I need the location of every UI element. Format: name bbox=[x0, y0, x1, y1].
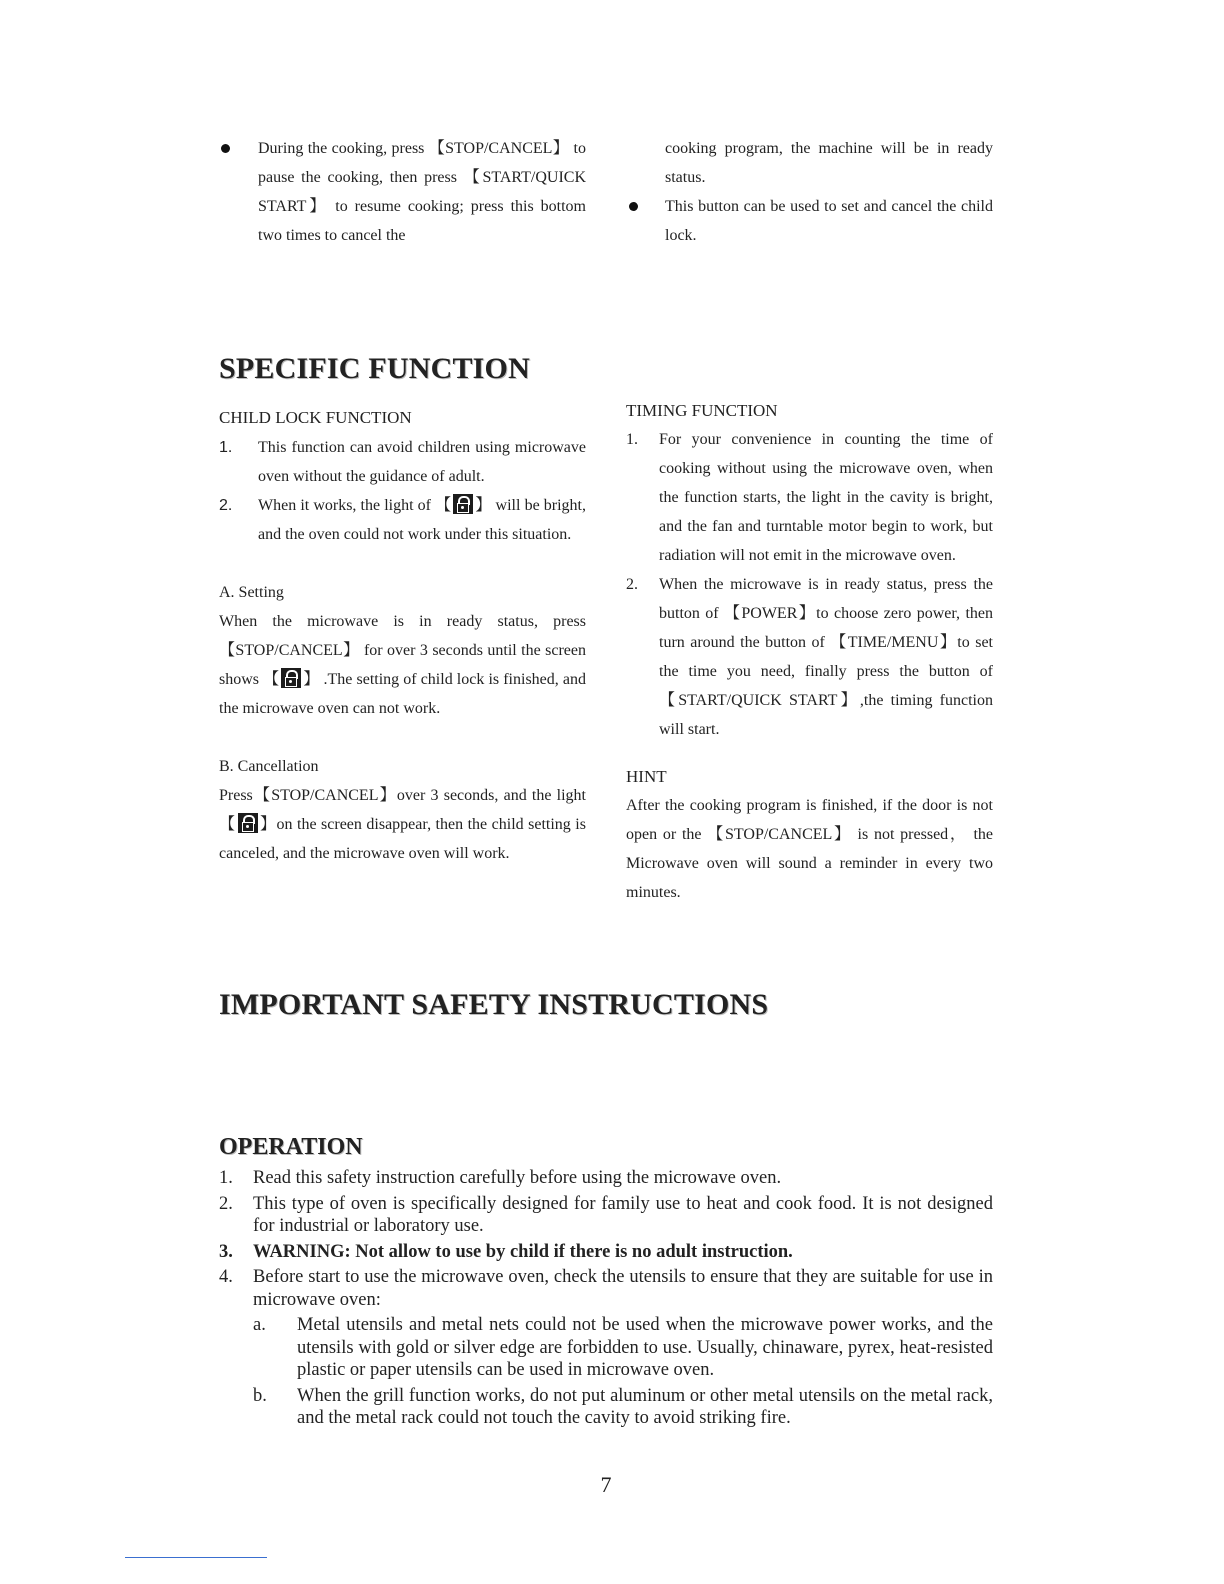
top-left-block bbox=[258, 134, 586, 250]
item-number: 1. bbox=[626, 431, 638, 448]
operation-list bbox=[219, 1167, 993, 1433]
operation-item-2: 2. This type of oven is specifically designed for family use to heat and cook food. It is not designed for industrial or laboratory use. bbox=[219, 1193, 993, 1236]
item-number: 1. bbox=[219, 439, 233, 456]
operation-heading: OPERATION bbox=[219, 1134, 363, 1160]
cancellation-text: Press【STOP/CANCEL】over 3 seconds, and the light 【 】on the screen disappear, then the child setting is canceled, and the microwave oven will work. bbox=[219, 787, 586, 862]
page-number: 7 bbox=[600, 1472, 612, 1497]
hint-text: After the cooking program is finished, if the door is not open or the 【STOP/CANCEL】 is not pressed， the Microwave oven will sound a reminder in every two minutes. bbox=[626, 797, 993, 901]
bullet-icon bbox=[221, 144, 230, 153]
bullet-icon bbox=[629, 202, 638, 211]
operation-item-4: 4. Before start to use the microwave oven, check the utensils to ensure that they are suitable for use in microwave oven: bbox=[219, 1267, 993, 1310]
timing-item-2 bbox=[626, 570, 993, 744]
timing-item-2-text: When the microwave is in ready status, press the button of 【POWER】to choose zero power, then turn around the button of 【TIME/MENU】to set the time you need, finally press the button of 【START/QUICK START】,the timing function will start. bbox=[659, 576, 993, 738]
operation-item-3-warning: 3. WARNING: Not allow to use by child if there is no adult instruction. bbox=[219, 1241, 793, 1262]
operation-subitem-b: b. When the grill function works, do not put aluminum or other metal utensils on the metal rack, and the metal rack could not touch the cavity to avoid striking fire. bbox=[253, 1385, 993, 1428]
child-lock-icon bbox=[453, 494, 473, 514]
hint-title: HINT bbox=[626, 767, 667, 786]
timing-item-1-text: For your convenience in counting the time of cooking without using the microwave oven, when the function starts, the light in the cavity is bright, and the fan and turntable motor begin to work, but radiation will not emit in the microwave oven. bbox=[659, 431, 993, 564]
specific-function-heading: SPECIFIC FUNCTION bbox=[219, 352, 530, 385]
child-lock-item-2-text: When it works, the light of 【 】 will be bright, and the oven could not work under this situation. bbox=[258, 491, 586, 549]
timing-section bbox=[626, 396, 993, 907]
safety-heading: IMPORTANT SAFETY INSTRUCTIONS bbox=[219, 988, 769, 1021]
item-number: 2. bbox=[219, 497, 233, 514]
top-right-block bbox=[665, 134, 993, 250]
top-right-continuation: cooking program, the machine will be in ready status. bbox=[665, 140, 993, 186]
child-lock-item-1-text: This function can avoid children using microwave oven without the guidance of adult. bbox=[258, 439, 586, 485]
child-lock-item-2 bbox=[219, 491, 586, 549]
item-number: 2. bbox=[626, 576, 638, 593]
footer-rule bbox=[125, 1557, 267, 1558]
setting-text: When the microwave is in ready status, press 【STOP/CANCEL】 for over 3 seconds until the screen shows 【 】 .The setting of child lock is finished, and the microwave oven can not work. bbox=[219, 613, 586, 717]
timing-item-1 bbox=[626, 425, 993, 570]
operation-subitem-a: a. Metal utensils and metal nets could not be used when the microwave power works, and the utensils with gold or silver edge are forbidden to use. Usually, chinaware, pyrex, heat-resisted plastic or paper utensils can be used in microwave oven. bbox=[253, 1315, 993, 1380]
top-right-bullet-2: This button can be used to set and cancel the child lock. bbox=[665, 198, 993, 244]
child-lock-title: CHILD LOCK FUNCTION bbox=[219, 408, 412, 427]
setting-title: A. Setting bbox=[219, 584, 284, 601]
cancellation-title: B. Cancellation bbox=[219, 758, 319, 775]
operation-item-1: 1. Read this safety instruction carefully before using the microwave oven. bbox=[219, 1168, 782, 1188]
child-lock-section bbox=[219, 403, 586, 868]
child-lock-icon bbox=[238, 813, 258, 833]
timing-title: TIMING FUNCTION bbox=[626, 401, 778, 420]
child-lock-icon bbox=[281, 668, 301, 688]
top-left-paragraph: During the cooking, press 【STOP/CANCEL】 to pause the cooking, then press 【START/QUICK START】 to resume cooking; press this bottom two times to cancel the bbox=[258, 140, 586, 244]
child-lock-item-1 bbox=[219, 433, 586, 491]
